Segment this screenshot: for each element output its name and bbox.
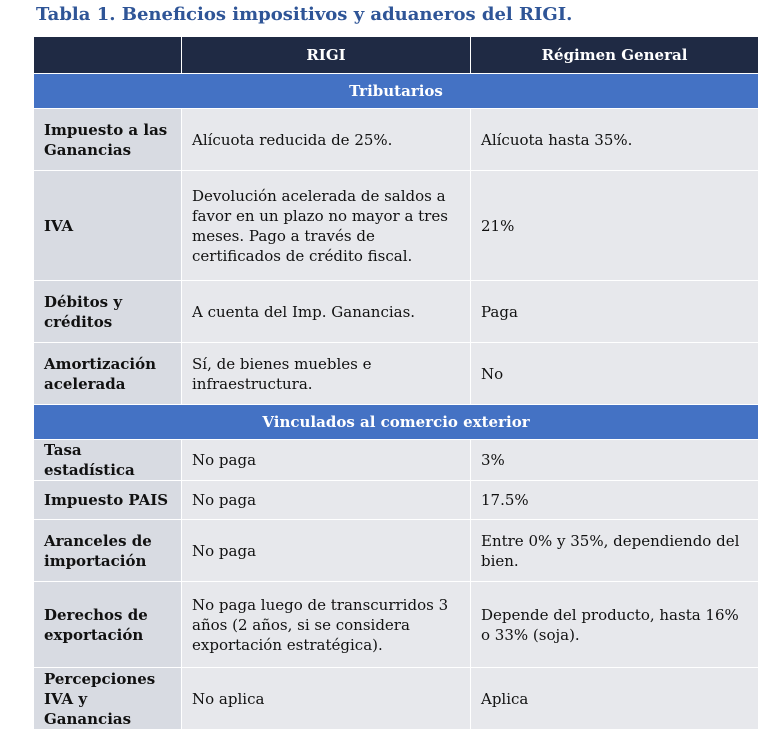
section-title-comercio-exterior: Vinculados al comercio exterior (34, 405, 759, 440)
row-label: Amortización acelerada (34, 343, 182, 405)
section-title-tributarios: Tributarios (34, 74, 759, 109)
general-cell: Entre 0% y 35%, dependiendo del bien. (471, 520, 759, 582)
row-label: IVA (34, 171, 182, 281)
table-row (34, 343, 759, 405)
section-row-tributarios (34, 74, 759, 109)
general-cell: No (471, 343, 759, 405)
row-label: Percepciones IVA y Ganancias (34, 668, 182, 730)
table-row (34, 582, 759, 668)
table-row (34, 109, 759, 171)
row-label: Aranceles de importación (34, 520, 182, 582)
header-row (34, 37, 759, 74)
general-cell: Aplica (471, 668, 759, 730)
header-corner-cell (34, 37, 182, 74)
general-cell: Alícuota hasta 35%. (471, 109, 759, 171)
table-row (34, 520, 759, 582)
rigi-cell: No paga (182, 520, 471, 582)
section-row-comercio-exterior (34, 405, 759, 440)
general-cell: Depende del producto, hasta 16% o 33% (soja). (471, 582, 759, 668)
table-row (34, 668, 759, 730)
rigi-cell: A cuenta del Imp. Ganancias. (182, 281, 471, 343)
general-cell: 21% (471, 171, 759, 281)
rigi-cell: Sí, de bienes muebles e infraestructura. (182, 343, 471, 405)
table-row (34, 481, 759, 520)
general-cell: 17.5% (471, 481, 759, 520)
table-row (34, 440, 759, 481)
rigi-cell: No paga (182, 481, 471, 520)
row-label: Impuesto a las Ganancias (34, 109, 182, 171)
row-label: Débitos y créditos (34, 281, 182, 343)
row-label: Impuesto PAIS (34, 481, 182, 520)
header-rigi: RIGI (182, 37, 471, 74)
general-cell: Paga (471, 281, 759, 343)
table-row (34, 171, 759, 281)
rigi-cell: Alícuota reducida de 25%. (182, 109, 471, 171)
rigi-cell: Devolución acelerada de saldos a favor en un plazo no mayor a tres meses. Pago a través de certificados de crédito fiscal. (182, 171, 471, 281)
rigi-cell: No paga (182, 440, 471, 481)
general-cell: 3% (471, 440, 759, 481)
rigi-cell: No paga luego de transcurridos 3 años (2 años, si se considera exportación estratégica). (182, 582, 471, 668)
rigi-cell: No aplica (182, 668, 471, 730)
row-label: Tasa estadística (34, 440, 182, 481)
header-regimen-general: Régimen General (471, 37, 759, 74)
benefits-table (33, 36, 759, 730)
row-label: Derechos de exportación (34, 582, 182, 668)
table-row (34, 281, 759, 343)
table-caption: Tabla 1. Beneficios impositivos y aduaneros del RIGI. (36, 4, 573, 25)
